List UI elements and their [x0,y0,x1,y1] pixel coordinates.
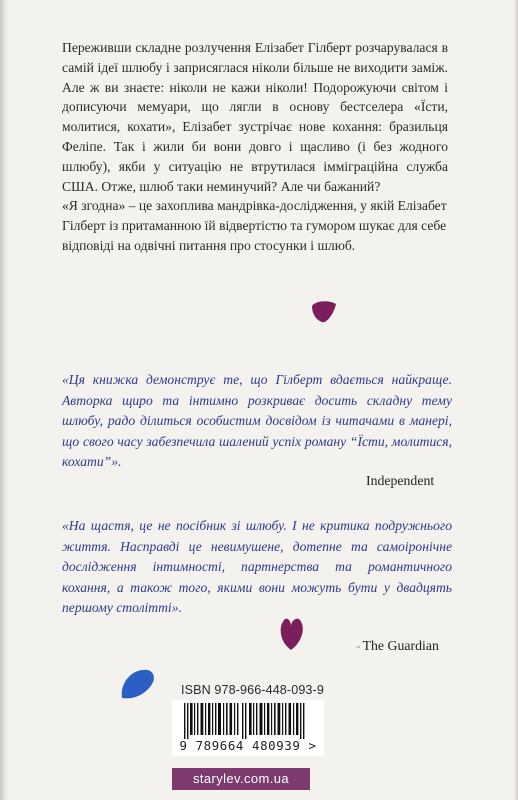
review-quote-2 [62,516,452,619]
source-name: The Guardian [362,638,439,653]
review-text-2: «На щастя, це не посібник зі шлюбу. І не критика подружнього життя. Насправді це невимушене, дотепне та самоіронічне дослідження інтимності, партнерства та романтичного кохання, а також того, якими вони можуть бути у двадцять першому столітті». [62,518,452,616]
isbn-label: ISBN 978-966-448-093-9 [181,683,324,697]
source-dash: - [356,638,361,653]
petal-icon [310,300,338,326]
publisher-website-link[interactable]: starylev.com.ua [172,768,310,790]
review-quote-1 [62,370,452,473]
barcode-bars [184,703,312,739]
barcode [172,700,324,756]
heart-petal-icon [276,616,306,652]
review-text-1: «Ця книжка демонструє те, що Гілберт вдається найкраще. Авторка щиро та інтимно розкриває досить складну тему шлюбу, радо ділиться особистим досвідом із читачами в манері, що свого часу забезпечила шалений успіх роману “Їсти, молитися, кохати”». [62,372,452,470]
blue-petal-icon [118,668,158,702]
review-source-1: Independent [366,473,435,488]
barcode-digits: 9 789664 480939 > [179,738,317,753]
description-paragraph-1: Переживши складне розлучення Елізабет Гілберт розчарувалася в самій ідеї шлюбу і заприсяглася ніколи більше не виходити заміж. Але ж ви знаєте: ніколи не кажи ніколи! Подорожуючи світом і дописуючи мемуари, що лягли в основу бестселера «Їсти, молитися, кохати», Елізабет зустрічає нове кохання: бразильця Феліпе. Так і жили би вони довго і щасливо (і без жодного шлюбу), якби у ситуацію не втрутилася імміграційна служба США. Отже, шлюб таки неминучий? Але чи бажаний? [62,40,448,194]
book-description [62,38,448,256]
book-spine-edge [0,0,8,800]
description-paragraph-2: «Я згодна» – це захоплива мандрівка-дослідження, у якій Елізабет Гілберт із притаманною їй відвертістю та гумором шукає для себе відповіді на одвічні питання про стосунки і шлюб. [62,198,447,253]
page-right-edge [514,0,518,800]
review-source-2 [356,638,439,654]
